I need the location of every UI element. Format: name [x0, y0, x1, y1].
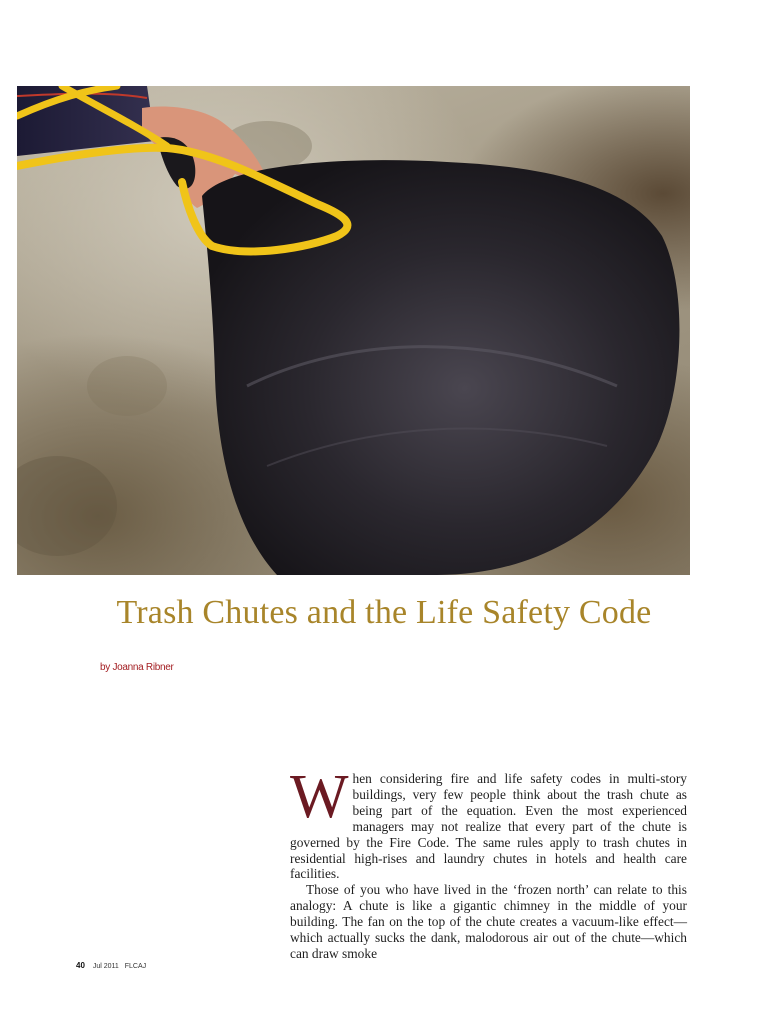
paragraph-1	[290, 763, 687, 882]
trash-bag-illustration	[17, 86, 690, 575]
trash-bag	[202, 160, 679, 575]
article-byline: by Joanna Ribner	[100, 662, 174, 673]
page-number: 40	[76, 961, 85, 970]
publication-name: FLCAJ	[124, 963, 147, 970]
article-body	[290, 763, 687, 962]
wall-stain	[17, 456, 117, 556]
wall-stain	[87, 356, 167, 416]
page-footer	[76, 961, 146, 970]
hero-photo	[17, 86, 690, 575]
drop-cap: W	[290, 763, 349, 831]
paragraph-1-text: hen considering fire and life safety codes in multi-story buildings, very few people think about the trash chute as being part of the equation. Even the most experienced managers may not realize that every part of the chute is governed by the Fire Code. The same rules apply to trash chutes in residential high-rises and laundry chutes in hotels and health care facilities.	[290, 771, 687, 882]
issue-date: Jul 2011	[92, 963, 119, 970]
paragraph-2: Those of you who have lived in the ‘frozen north’ can relate to this analogy: A chute is like a gigantic chimney in the middle of your building. The fan on the top of the chute creates a vacuum-like effect—which actually sucks the dank, malodorous air out of the chute—which can draw smoke	[290, 882, 687, 961]
article-title: Trash Chutes and the Life Safety Code	[116, 594, 652, 631]
